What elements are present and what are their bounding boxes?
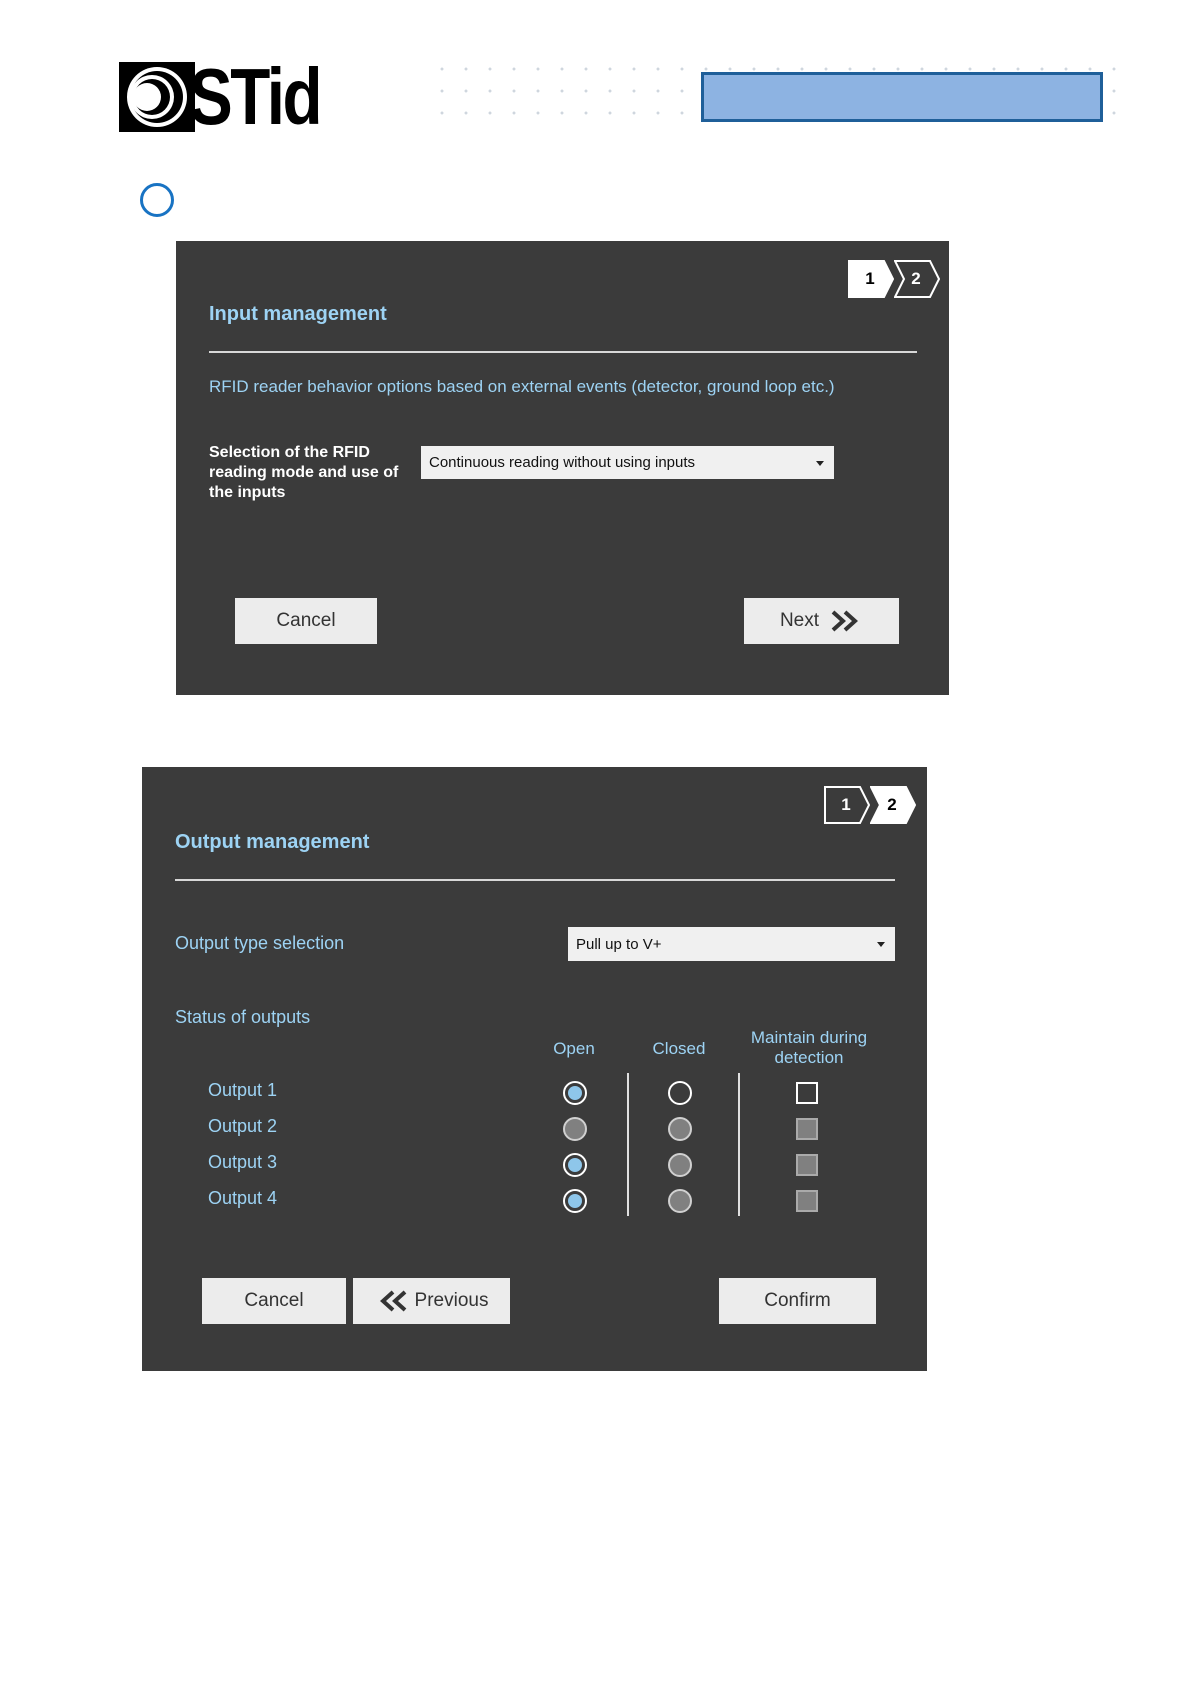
output-4-closed-radio[interactable] xyxy=(668,1189,692,1213)
step-indicator xyxy=(848,260,938,298)
output-4-label: Output 4 xyxy=(208,1188,278,1208)
status-of-outputs-label: Status of outputs xyxy=(175,1007,311,1027)
reading-mode-dropdown[interactable] xyxy=(421,446,834,479)
dropdown-arrow-icon xyxy=(877,942,885,947)
next-button[interactable]: Next xyxy=(744,598,899,644)
output-2-closed-radio[interactable] xyxy=(668,1117,692,1141)
column-closed-header: Closed xyxy=(652,1039,706,1058)
output-3-closed-radio[interactable] xyxy=(668,1153,692,1177)
column-divider xyxy=(627,1073,629,1216)
column-divider xyxy=(738,1073,740,1216)
output-3-open-radio[interactable] xyxy=(563,1153,587,1177)
output-type-value: Pull up to V+ xyxy=(576,935,662,953)
column-maintain-header: Maintain during detection xyxy=(750,1028,868,1067)
output-3-label: Output 3 xyxy=(208,1152,278,1172)
output-management-panel xyxy=(142,767,927,1371)
header-title-box xyxy=(701,72,1103,122)
column-open-header: Open xyxy=(553,1039,595,1058)
output-2-label: Output 2 xyxy=(208,1116,278,1136)
step-2-tab: 2 xyxy=(870,786,914,824)
step-2-tab: 2 xyxy=(894,260,938,298)
output-4-open-radio[interactable] xyxy=(563,1189,587,1213)
output-1-maintain-checkbox[interactable] xyxy=(796,1082,818,1104)
panel-title: Output management xyxy=(175,831,370,853)
reading-mode-label: Selection of the RFID reading mode and use of the inputs xyxy=(209,444,399,501)
output-1-open-radio[interactable] xyxy=(563,1081,587,1105)
section-circle-marker xyxy=(140,183,174,217)
double-chevron-right-icon xyxy=(831,610,863,632)
logo-text: STid xyxy=(189,52,321,141)
output-type-dropdown[interactable] xyxy=(568,927,895,961)
dropdown-arrow-icon xyxy=(816,461,824,466)
stid-logo xyxy=(119,52,355,141)
step-1-tab: 1 xyxy=(824,786,868,824)
title-divider xyxy=(175,879,895,881)
input-management-panel xyxy=(176,241,949,695)
stid-logo-icon xyxy=(119,60,195,134)
cancel-button[interactable]: Cancel xyxy=(202,1278,346,1324)
output-3-maintain-checkbox[interactable] xyxy=(796,1154,818,1176)
reading-mode-value: Continuous reading without using inputs xyxy=(429,454,696,471)
output-1-label: Output 1 xyxy=(208,1080,278,1100)
step-indicator xyxy=(824,786,914,824)
output-2-maintain-checkbox[interactable] xyxy=(796,1118,818,1140)
double-chevron-left-icon xyxy=(375,1290,407,1312)
title-divider xyxy=(209,351,917,353)
panel-description: RFID reader behavior options based on external events (detector, ground loop etc.) xyxy=(209,377,835,396)
output-1-closed-radio[interactable] xyxy=(668,1081,692,1105)
step-1-tab: 1 xyxy=(848,260,892,298)
confirm-button[interactable]: Confirm xyxy=(719,1278,876,1324)
previous-button[interactable]: Previous xyxy=(353,1278,510,1324)
output-4-maintain-checkbox[interactable] xyxy=(796,1190,818,1212)
panel-title: Input management xyxy=(209,303,387,325)
cancel-button[interactable]: Cancel xyxy=(235,598,377,644)
output-2-open-radio[interactable] xyxy=(563,1117,587,1141)
output-type-label: Output type selection xyxy=(175,933,345,953)
